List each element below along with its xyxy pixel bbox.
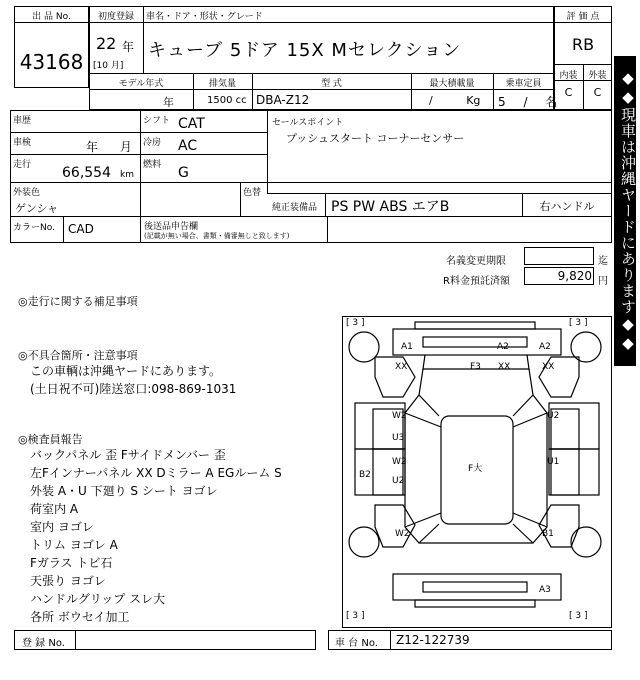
- steering: 右ハンドル: [539, 200, 595, 213]
- corner-label-tl: [ 3 ]: [346, 318, 365, 328]
- displacement: 1500 cc: [207, 95, 247, 106]
- exterior-score-label: 外装: [588, 71, 607, 81]
- report-line: 天張り ヨゴレ: [30, 574, 106, 588]
- aftermarket-note: (記載が無い場合、書類・備審無しと致します): [144, 232, 290, 240]
- report-line: トリム ヨゴレ A: [30, 538, 118, 552]
- report-line: 室内 ヨゴレ: [30, 520, 94, 534]
- recycle-value: 9,820: [557, 269, 592, 283]
- capacity-label: 乗車定員: [505, 79, 542, 89]
- damage-mark: B2: [359, 470, 371, 480]
- shift: CAT: [178, 116, 205, 132]
- damage-mark: U2: [547, 411, 560, 421]
- car-info-label: 車名・ドア・形状・グレード: [146, 12, 263, 22]
- genuine-equipment-label: 純正装備品: [272, 203, 318, 213]
- corner-label-bl: [ 3 ]: [346, 611, 365, 621]
- corner-label-tr: [ 3 ]: [569, 318, 588, 328]
- overall-score: RB: [571, 35, 595, 54]
- mileage-unit: km: [120, 170, 134, 180]
- fuel-label: 燃料: [143, 160, 162, 170]
- inspection-label: 車検: [13, 138, 32, 148]
- report-line: ハンドルグリップ スレ大: [30, 592, 166, 606]
- inspection-value: 年 月: [86, 140, 132, 154]
- color-change-label: 色替: [243, 188, 262, 198]
- corner-label-br: [ 3 ]: [569, 611, 588, 621]
- shift-label: シフト: [143, 116, 171, 126]
- name-change-label: 名義変更期限: [446, 256, 506, 267]
- report-line: 各所 ボウセイ加工: [30, 610, 130, 624]
- damage-mark: XX: [498, 362, 511, 372]
- chassis-label: 車 台 No.: [335, 638, 378, 649]
- max-load-label: 最大積載量: [429, 79, 475, 89]
- type-label: 型 式: [321, 79, 342, 89]
- inspector-header: ◎検査員報告: [18, 433, 83, 446]
- score-label: 評 価 点: [566, 12, 600, 22]
- driving-notes-header: ◎走行に関する補足事項: [18, 295, 138, 308]
- damage-mark: W2: [392, 411, 407, 421]
- equipment: PS PW ABS エアB: [331, 199, 450, 215]
- damage-mark: XX: [542, 362, 555, 372]
- first-reg-year: 22: [96, 34, 117, 53]
- damage-mark: U3: [392, 433, 405, 443]
- damage-mark: A1: [401, 342, 413, 352]
- damage-diagram: [342, 316, 612, 628]
- defects-line-2: (土日祝不可)陸送窓口:098-869-1031: [30, 382, 237, 396]
- damage-mark: A3: [539, 585, 551, 595]
- damage-mark: U2: [392, 476, 405, 486]
- fuel: G: [178, 165, 189, 181]
- report-line: Fガラス トビ石: [30, 556, 113, 570]
- history-label: 車歴: [13, 116, 32, 126]
- interior-score-label: 内装: [559, 71, 578, 81]
- report-line: 荷室内 A: [30, 502, 79, 516]
- damage-mark: XX: [395, 362, 408, 372]
- exterior-score: C: [593, 86, 602, 99]
- report-line: 外装 A・U 下廻り S シート ヨゴレ: [30, 484, 218, 498]
- capacity: 5 / 名: [498, 95, 558, 109]
- color-no: CAD: [68, 222, 94, 236]
- name-change-box: [524, 247, 594, 265]
- damage-mark: F大: [468, 464, 483, 474]
- damage-mark: A2: [539, 342, 551, 352]
- aftermarket-label: 後送品申告欄: [144, 222, 199, 232]
- year-unit: 年: [122, 40, 135, 54]
- car-name: キューブ 5ドア 15X Mセレクション: [148, 40, 462, 61]
- name-change-unit: 迄: [598, 256, 608, 267]
- exterior-color: ゲンシャ: [15, 202, 59, 215]
- lot-label: 出 品 No.: [32, 12, 71, 22]
- damage-mark: F3: [470, 362, 481, 372]
- defects-header: ◎不具合箇所・注意事項: [18, 349, 138, 362]
- damage-mark: U1: [547, 457, 560, 467]
- recycle-unit: 円: [598, 276, 608, 287]
- aircon-label: 冷房: [143, 138, 162, 148]
- lot-number: 43168: [19, 50, 84, 74]
- damage-mark: B1: [542, 529, 554, 539]
- chassis-number: Z12-122739: [396, 633, 470, 647]
- okinawa-yard-banner: ◆◆現車は沖縄ヤードにあります◆◆: [614, 56, 636, 366]
- exterior-color-label: 外装色: [13, 188, 41, 198]
- interior-score: C: [564, 86, 573, 99]
- max-load: / Kg: [429, 94, 481, 107]
- color-no-label: カラーNo.: [13, 223, 55, 233]
- recycle-label: R料金預託済額: [443, 276, 510, 287]
- displacement-label: 排気量: [208, 79, 236, 89]
- mileage-label: 走行: [13, 160, 32, 170]
- model-year-unit: 年: [163, 96, 174, 109]
- damage-mark: W2: [392, 457, 407, 467]
- registration-label: 登 録 No.: [22, 638, 65, 649]
- first-reg-label: 初度登録: [97, 12, 134, 22]
- type-value: DBA-Z12: [256, 93, 310, 107]
- defects-line-1: この車輌は沖縄ヤードにあります。: [30, 364, 222, 378]
- aircon: AC: [178, 138, 198, 154]
- damage-mark: A2: [497, 342, 509, 352]
- report-line: バックパネル 歪 Fサイドメンバー 歪: [30, 448, 226, 462]
- damage-mark: W2: [395, 529, 410, 539]
- mileage: 66,554: [62, 165, 111, 181]
- first-reg-month: [10 月]: [93, 61, 124, 71]
- sales-point: プッシュスタート コーナーセンサー: [286, 132, 465, 145]
- model-year-label: モデル年式: [118, 79, 164, 89]
- sales-point-label: セールスポイント: [272, 118, 344, 128]
- report-line: 左Fインナーパネル XX Dミラー A EGルーム S: [30, 466, 282, 480]
